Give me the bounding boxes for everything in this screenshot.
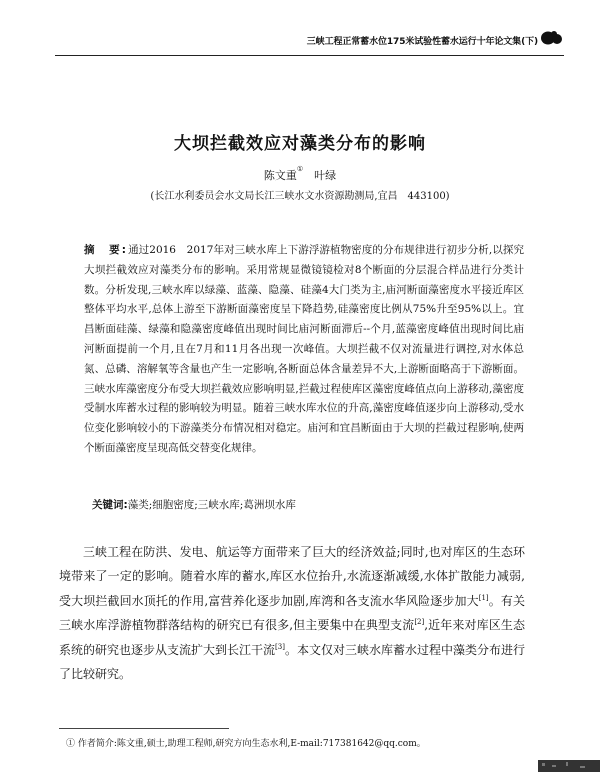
body-text — [59, 540, 525, 686]
citation-ref[interactable]: [1] — [478, 593, 489, 602]
footnote — [66, 736, 426, 749]
abstract-label: 摘 要: — [84, 244, 128, 256]
keywords-label: 关键词: — [92, 499, 128, 511]
footnote-rule — [59, 728, 229, 729]
header-rule — [55, 55, 564, 56]
intro-paragraph — [59, 540, 525, 686]
body-segment: 三峡工程在防洪、发电、航运等方面带来了巨大的经济效益;同时,也对库区的生态环境带来了一定的影响。随着水库的蓄水,库区水位抬升,水流逐渐减缓,水体扩散能力减弱,受大坝拦截回水顶托的作用,富营养化逐步加剧,库湾和各支流水华风险逐步加大 — [59, 545, 525, 608]
body-segment: ,近年来对库区生态系统的研究也逐步从支流扩大到长江干流 — [59, 618, 525, 657]
author-name: 陈文重 — [263, 169, 297, 182]
keywords-text: 藻类;细胞密度;三峡水库;葛洲坝水库 — [127, 499, 296, 511]
citation-ref[interactable]: [2] — [414, 618, 425, 627]
page-header — [0, 0, 600, 60]
page-corner-texture — [528, 754, 600, 772]
abstract — [84, 241, 524, 459]
body-segment: 。本文仅对三峡水库蓄水过程中藻类分布进行了比较研究。 — [59, 642, 525, 682]
author-line — [0, 167, 600, 183]
header-ornament-icon — [540, 29, 564, 47]
affiliation: (长江水利委员会水文局长江三峡水文水资源勘测局,宜昌 443100) — [150, 191, 450, 202]
footnote-mark: ① — [66, 739, 76, 749]
footnote-text: 作者简介:陈文重,硕士,助理工程师,研究方向生态水利,E-mail:717381642@qq.com。 — [77, 739, 426, 749]
running-head: 三峡工程正常蓄水位175米试验性蓄水运行十年论文集(下) — [306, 37, 538, 47]
author-name: 叶绿 — [314, 169, 337, 182]
citation-ref[interactable]: [3] — [275, 642, 285, 651]
body-segment: 。有关三峡水库浮游植物群落结构的研究已有很多,但主要集中在典型支流 — [59, 593, 525, 633]
author-note-mark: ① — [296, 165, 304, 173]
article-title: 大坝拦截效应对藻类分布的影响 — [174, 134, 426, 154]
keywords — [92, 497, 522, 512]
abstract-text: 通过2016 2017年对三峡水库上下游浮游植物密度的分布规律进行初步分析,以探究大坝拦截效应对藻类分布的影响。采用常规显微镜镜检对8个断面的分层混合样品进行分类计数。分析发现,三峡水库以绿藻、蓝藻、隐藻、硅藻4大门类为主,庙河断面藻密度水平接近库区整体平均水平,总体上游至下游断面藻密度呈下降趋势,硅藻密度比例从75%升至95%以上。宜昌断面硅藻、绿藻和隐藻密度峰值出现时间比庙河断面滞后--个月,蓝藻密度峰值出现时间比庙河断面提前一个月,且在7月和11月各出现一次峰值。大坝拦截不仅对流量进行调控,对水体总氮、总磷、溶解氧等含量也产生一定影响,各断面总体含量差异不大,上游断面略高于下游断面。三峡水库藻密度分布受大坝拦截效应影响明显,拦截过程使库区藻密度峰值点向上游移动,藻密度受制水库蓄水过程的影响较为明显。随着三峡水库水位的升高,藻密度峰值逐步向上游移动,受水位变化影响较小的下游藻类分布情况相对稳定。庙河和宜昌断面由于大坝的拦截过程影响,使两个断面藻密度呈现高低交替变化规律。 — [84, 244, 525, 454]
